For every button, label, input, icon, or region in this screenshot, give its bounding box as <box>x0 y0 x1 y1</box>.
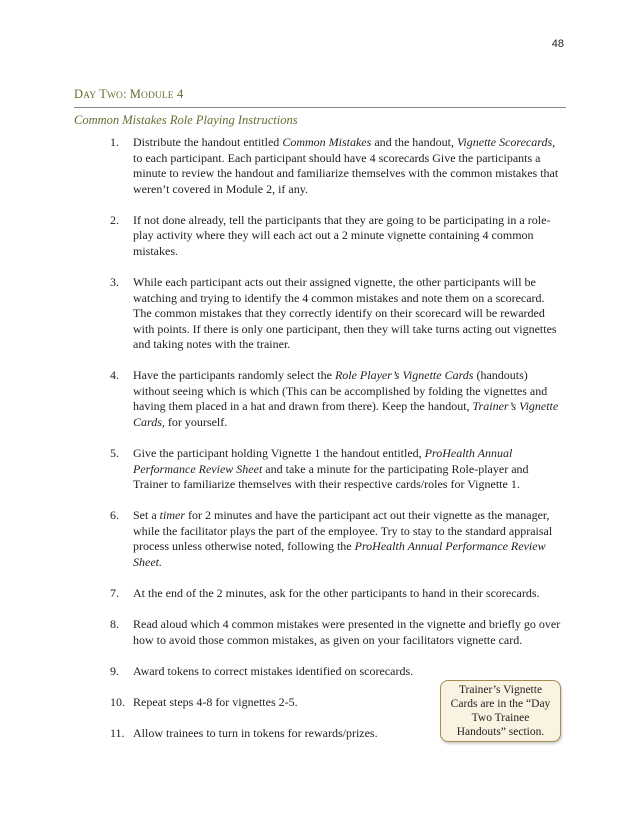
header-module-rest: ODULE <box>141 91 174 101</box>
list-item-number: 8. <box>110 616 119 631</box>
page-number: 48 <box>551 38 564 50</box>
section-header <box>74 87 566 108</box>
list-item-number: 3. <box>110 274 119 289</box>
list-item <box>110 368 562 430</box>
list-item-text: for yourself. <box>164 415 228 430</box>
list-item <box>110 664 562 680</box>
list-item-text: Read aloud which 4 common mistakes were presented in the vignette and briefly go over how to avoid those common mistakes, as given on your facilitators vignette card. <box>133 616 561 647</box>
list-item-number: 7. <box>110 586 119 600</box>
list-item-number: 2. <box>110 212 119 227</box>
list-item-text: Allow trainees to turn in tokens for rewards/prizes. <box>133 725 378 740</box>
list-item <box>110 135 562 197</box>
header-day-rest: AY <box>83 91 97 101</box>
list-item-emphasis: ProHealth Annual Performance Review Sheet <box>133 446 513 476</box>
list-item-emphasis: Role Player’s Vignette Cards <box>334 368 474 383</box>
header-two-rest: WO <box>106 91 123 101</box>
list-item-number: 1. <box>110 135 119 149</box>
list-item-text: Distribute the handout entitled <box>133 135 283 149</box>
callout-text: Trainer’s Vignette Cards are in the “Day Two Trainee Handouts” section. <box>450 684 551 738</box>
list-item-number: 5. <box>110 446 119 461</box>
list-item-number: 6. <box>110 508 119 523</box>
list-item-text: and take a minute for the participating Role-player and Trainer to familiarize themselves with their respective cards/roles for Vignette 1. <box>133 461 529 492</box>
list-item-text: and the handout, <box>371 135 457 149</box>
callout-box <box>440 680 561 742</box>
list-item-text: to each participant. Each participant should have 4 scorecards Give the participants a minute to review the handout and familiarize themselves with the common mistakes that weren’t covered in Module 2, if any. <box>133 150 559 196</box>
list-item-text: If not done already, tell the participants that they are going to be participating in a role-play activity where they will each act out a 2 minute vignette containing 4 common mistakes. <box>133 212 551 258</box>
list-item-text: for 2 minutes and have the participant act out their vignette as the manager, while the facilitator plays the part of the employee. Try to stay to the standard appraisal process unless otherwise noted, following the <box>133 508 553 554</box>
header-day-prefix: D <box>74 87 84 101</box>
list-item <box>110 508 562 570</box>
list-item <box>110 213 562 260</box>
header-colon: : <box>122 87 130 101</box>
list-item-emphasis: Trainer’s Vignette Cards, <box>133 399 559 430</box>
list-item <box>110 446 562 493</box>
list-item-emphasis: Vignette Scorecards, <box>456 135 556 149</box>
list-item-text: Give the participant holding Vignette 1 the handout entitled, <box>133 446 425 461</box>
header-module-number: 4 <box>173 87 184 101</box>
list-item <box>110 586 562 602</box>
list-item-emphasis: timer <box>159 508 186 523</box>
list-item <box>110 726 433 742</box>
list-item-number: 10. <box>110 694 125 709</box>
list-item-text: Award tokens to correct mistakes identified on scorecards. <box>133 663 414 678</box>
list-item-emphasis: Common Mistakes <box>282 135 372 149</box>
list-item <box>110 617 562 648</box>
list-item-emphasis: ProHealth Annual Performance Review Sheet. <box>133 539 546 570</box>
list-item-text: Set a <box>133 508 160 523</box>
header-module-prefix: M <box>129 87 142 101</box>
list-item-text: Have the participants randomly select the <box>133 368 335 383</box>
header-two-prefix: T <box>96 87 107 101</box>
subtitle: Common Mistakes Role Playing Instructions <box>74 113 298 127</box>
list-item-text: At the end of the 2 minutes, ask for the other participants to hand in their scorecards. <box>133 586 540 600</box>
list-item-text: Repeat steps 4-8 for vignettes 2-5. <box>133 694 298 709</box>
list-item-text: While each participant acts out their assigned vignette, the other participants will be watching and trying to identify the 4 common mistakes and note them on a scorecard. The common mistakes that they correctly identify on their scorecard will be rewarded with points. If there is only one participant, then they will take turns acting out vignettes and taking notes with the trainer. <box>133 274 557 352</box>
list-item-number: 11. <box>110 725 125 740</box>
list-item-text: (handouts) without seeing which is which (This can be accomplished by folding the vignettes and having them placed in a hat and drawn from there). Keep the handout, <box>133 368 548 414</box>
list-item <box>110 275 562 353</box>
list-item-number: 9. <box>110 663 119 678</box>
list-item-number: 4. <box>110 368 119 383</box>
instruction-list <box>110 135 562 757</box>
